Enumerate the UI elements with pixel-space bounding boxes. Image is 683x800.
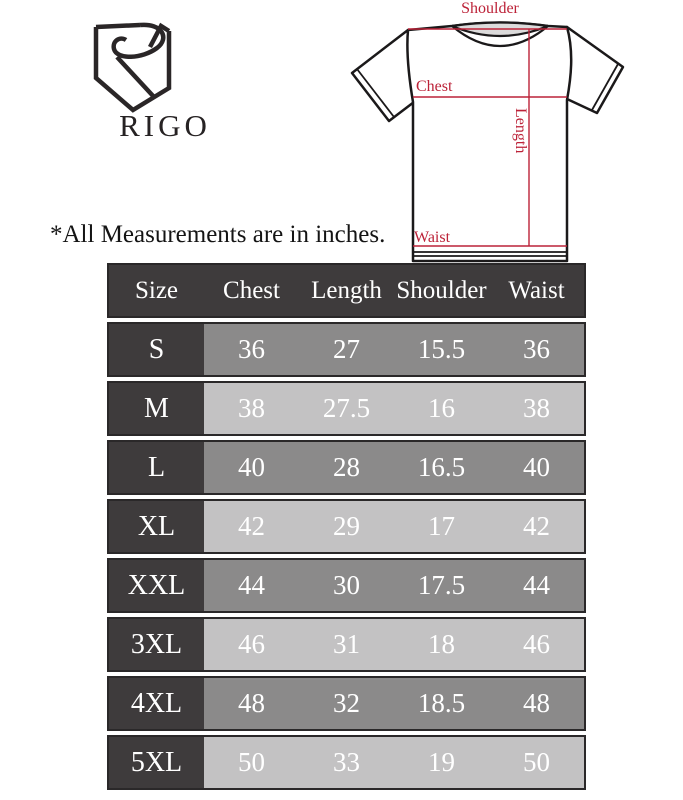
- size-cell: XXL: [109, 560, 204, 611]
- table-row: [107, 617, 586, 672]
- length-value: 27: [333, 334, 360, 364]
- logo-r-curl: [114, 25, 164, 57]
- table-row: [107, 381, 586, 436]
- size-cell: L: [109, 442, 204, 493]
- tshirt-diagram: [340, 0, 683, 263]
- waist-value: 46: [523, 629, 550, 659]
- shoulder-value: 18.5: [417, 688, 466, 718]
- table-row: [107, 322, 586, 377]
- size-cell: 5XL: [109, 737, 204, 788]
- size-cell: S: [109, 324, 204, 375]
- waist-label: Waist: [414, 229, 451, 246]
- column-header-size: Size: [134, 277, 179, 304]
- rigo-logo-icon: [85, 15, 245, 120]
- length-value: 27.5: [322, 393, 371, 423]
- table-row: [107, 735, 586, 790]
- chest-value: 44: [238, 570, 265, 600]
- length-value: 33: [333, 747, 360, 777]
- length-value: 32: [333, 688, 360, 718]
- shoulder-value: 18: [428, 629, 455, 659]
- chest-value: 38: [238, 393, 265, 423]
- shoulder-value: 17.5: [417, 570, 466, 600]
- table-row: [107, 558, 586, 613]
- length-value: 29: [333, 511, 360, 541]
- chest-value: 48: [238, 688, 265, 718]
- shoulder-value: 16.5: [417, 452, 466, 482]
- table-row: [107, 499, 586, 554]
- shoulder-value: 16: [428, 393, 455, 423]
- shoulder-label: Shoulder: [461, 0, 519, 17]
- waist-value: 42: [523, 511, 550, 541]
- logo-shield-top-edge: [96, 25, 140, 27]
- table-row: [107, 440, 586, 495]
- chest-label: Chest: [416, 78, 453, 95]
- column-header-length: Length: [311, 277, 382, 304]
- column-header-shoulder: Shoulder: [396, 277, 487, 304]
- shoulder-value: 19: [428, 747, 455, 777]
- size-cell: 4XL: [109, 678, 204, 729]
- chest-value: 46: [238, 629, 265, 659]
- size-cell: 3XL: [109, 619, 204, 670]
- waist-value: 36: [523, 334, 550, 364]
- chest-value: 42: [238, 511, 265, 541]
- logo-r-leg: [117, 57, 154, 97]
- column-header-waist: Waist: [508, 277, 565, 304]
- waist-value: 44: [523, 570, 550, 600]
- table-row: [107, 676, 586, 731]
- chest-value: 40: [238, 452, 265, 482]
- chest-value: 36: [238, 334, 265, 364]
- shoulder-value: 17: [428, 511, 455, 541]
- length-label: Length: [512, 108, 529, 154]
- table-header: [107, 263, 586, 318]
- brand-name: RIGO: [119, 108, 211, 143]
- measurement-note: *All Measurements are in inches.: [50, 221, 386, 248]
- column-header-chest: Chest: [223, 277, 280, 304]
- length-value: 30: [333, 570, 360, 600]
- chest-value: 50: [238, 747, 265, 777]
- waist-value: 40: [523, 452, 550, 482]
- size-cell: XL: [109, 501, 204, 552]
- tshirt-body-outline: [407, 23, 571, 262]
- size-table: [107, 263, 586, 790]
- size-cell: M: [109, 383, 204, 434]
- length-value: 31: [333, 629, 360, 659]
- waist-value: 38: [523, 393, 550, 423]
- logo-shield-outline: [96, 27, 169, 110]
- length-value: 28: [333, 452, 360, 482]
- waist-value: 50: [523, 747, 550, 777]
- waist-value: 48: [523, 688, 550, 718]
- shoulder-value: 15.5: [417, 334, 466, 364]
